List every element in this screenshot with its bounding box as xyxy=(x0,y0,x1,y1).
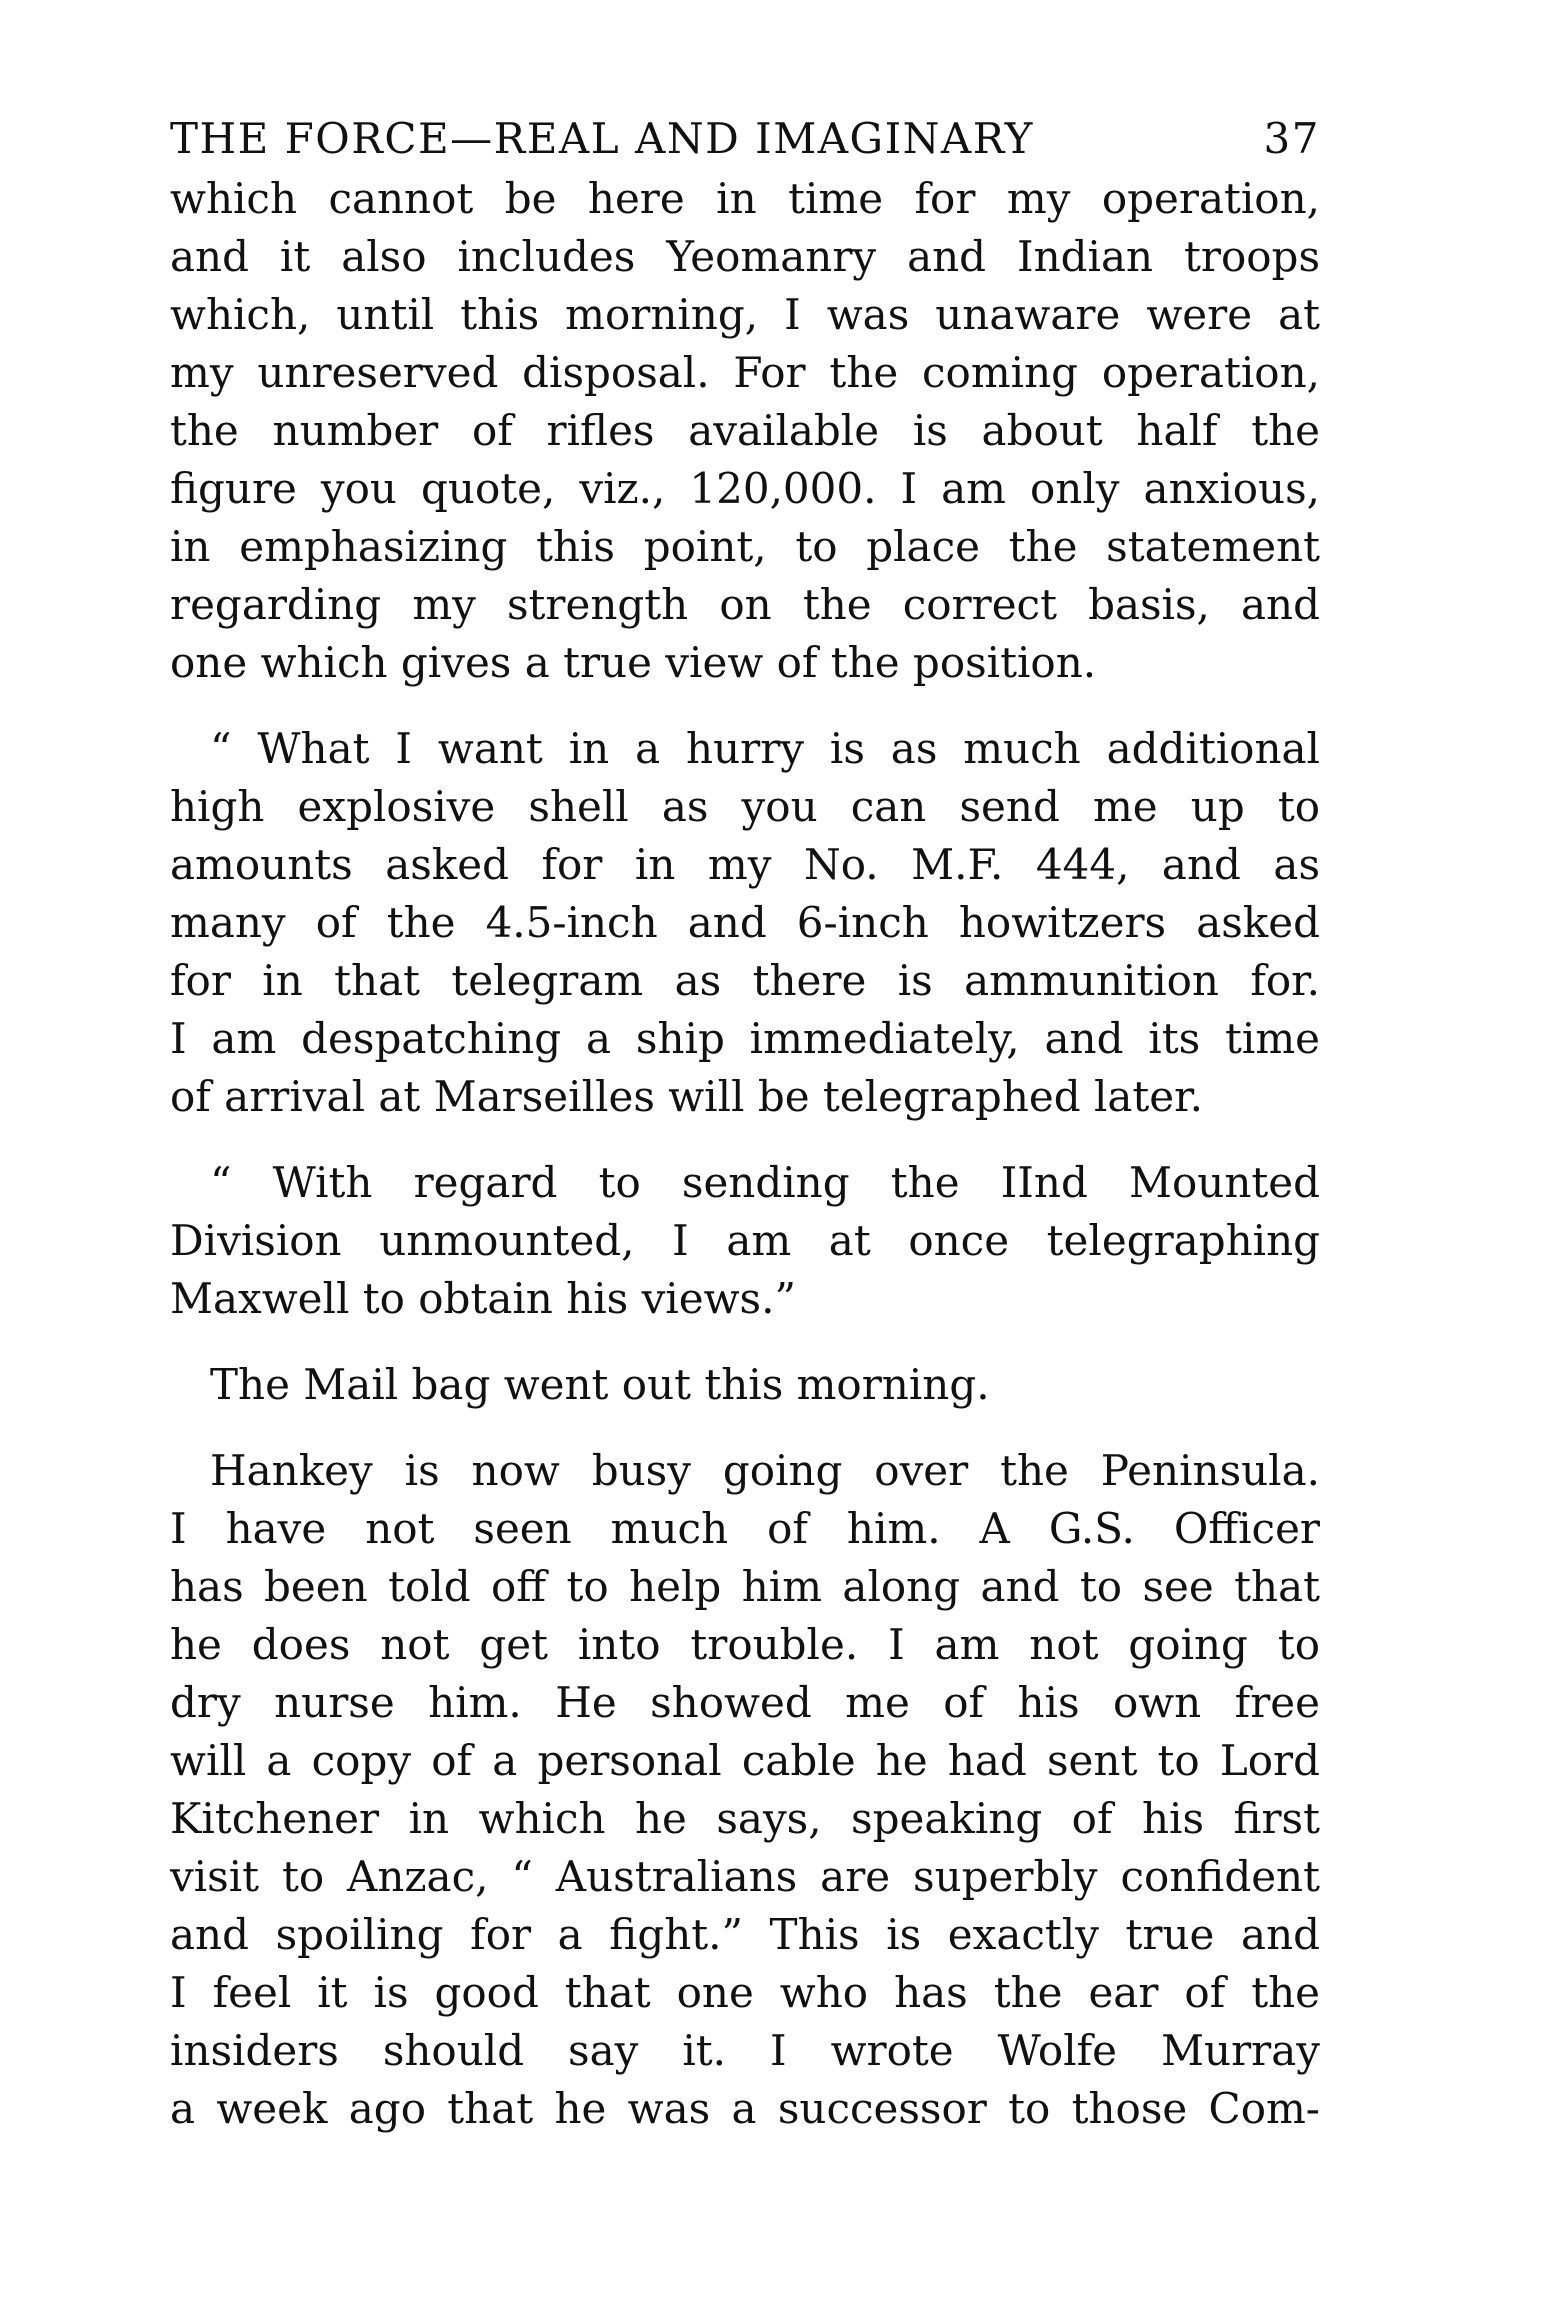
text-line: one which gives a true view of the position. xyxy=(170,638,1097,687)
text-line: amounts asked for in my No. M.F. 444, and as xyxy=(170,840,1320,889)
text-line: Hankey is now busy going over the Peninsula. xyxy=(210,1446,1320,1495)
text-line: “ What I want in a hurry is as much additional xyxy=(210,724,1320,773)
text-line: will a copy of a personal cable he had sent to Lord xyxy=(170,1736,1320,1785)
text-line: I am despatching a ship immediately, and its time xyxy=(170,1014,1320,1063)
paragraph-3 xyxy=(170,1154,1320,1328)
paragraph-1 xyxy=(170,170,1320,692)
text-line: Kitchener in which he says, speaking of his first xyxy=(170,1794,1320,1843)
text-line: high explosive shell as you can send me up to xyxy=(170,782,1320,831)
book-page xyxy=(170,110,1320,2138)
text-line: the number of rifles available is about half the xyxy=(170,406,1320,455)
text-line: my unreserved disposal. For the coming operation, xyxy=(170,348,1320,397)
paragraph-4 xyxy=(170,1356,1320,1414)
running-title: THE FORCE—REAL AND IMAGINARY xyxy=(170,114,1034,163)
text-line: I have not seen much of him. A G.S. Officer xyxy=(170,1504,1320,1553)
page-number: 37 xyxy=(1263,114,1320,163)
text-line: I feel it is good that one who has the ear of the xyxy=(170,1968,1320,2017)
text-line: for in that telegram as there is ammunition for. xyxy=(170,956,1320,1005)
text-line: and spoiling for a fight.” This is exactly true and xyxy=(170,1910,1320,1959)
text-line: a week ago that he was a successor to those Com- xyxy=(170,2084,1320,2133)
text-line: visit to Anzac, “ Australians are superbly confident xyxy=(170,1852,1320,1901)
text-line: insiders should say it. I wrote Wolfe Murray xyxy=(170,2026,1320,2075)
text-line: Maxwell to obtain his views.” xyxy=(170,1274,796,1323)
text-line: of arrival at Marseilles will be telegraphed later. xyxy=(170,1072,1203,1121)
text-line: and it also includes Yeomanry and Indian troops xyxy=(170,232,1320,281)
text-line: he does not get into trouble. I am not going to xyxy=(170,1620,1320,1669)
text-line: in emphasizing this point, to place the statement xyxy=(170,522,1320,571)
text-line: Division unmounted, I am at once telegraphing xyxy=(170,1216,1320,1265)
text-line: dry nurse him. He showed me of his own free xyxy=(170,1678,1320,1727)
text-line: “ With regard to sending the IInd Mounted xyxy=(210,1158,1320,1207)
paragraph-5 xyxy=(170,1442,1320,2138)
paragraph-2 xyxy=(170,720,1320,1126)
text-line: regarding my strength on the correct basis, and xyxy=(170,580,1320,629)
text-line: The Mail bag went out this morning. xyxy=(210,1360,990,1409)
text-line: which cannot be here in time for my operation, xyxy=(170,174,1320,223)
text-line: many of the 4.5-inch and 6-inch howitzers asked xyxy=(170,898,1320,947)
text-line: which, until this morning, I was unaware were at xyxy=(170,290,1320,339)
text-line: figure you quote, viz., 120,000. I am only anxious, xyxy=(170,464,1320,513)
running-header xyxy=(170,110,1320,170)
text-line: has been told off to help him along and to see that xyxy=(170,1562,1320,1611)
